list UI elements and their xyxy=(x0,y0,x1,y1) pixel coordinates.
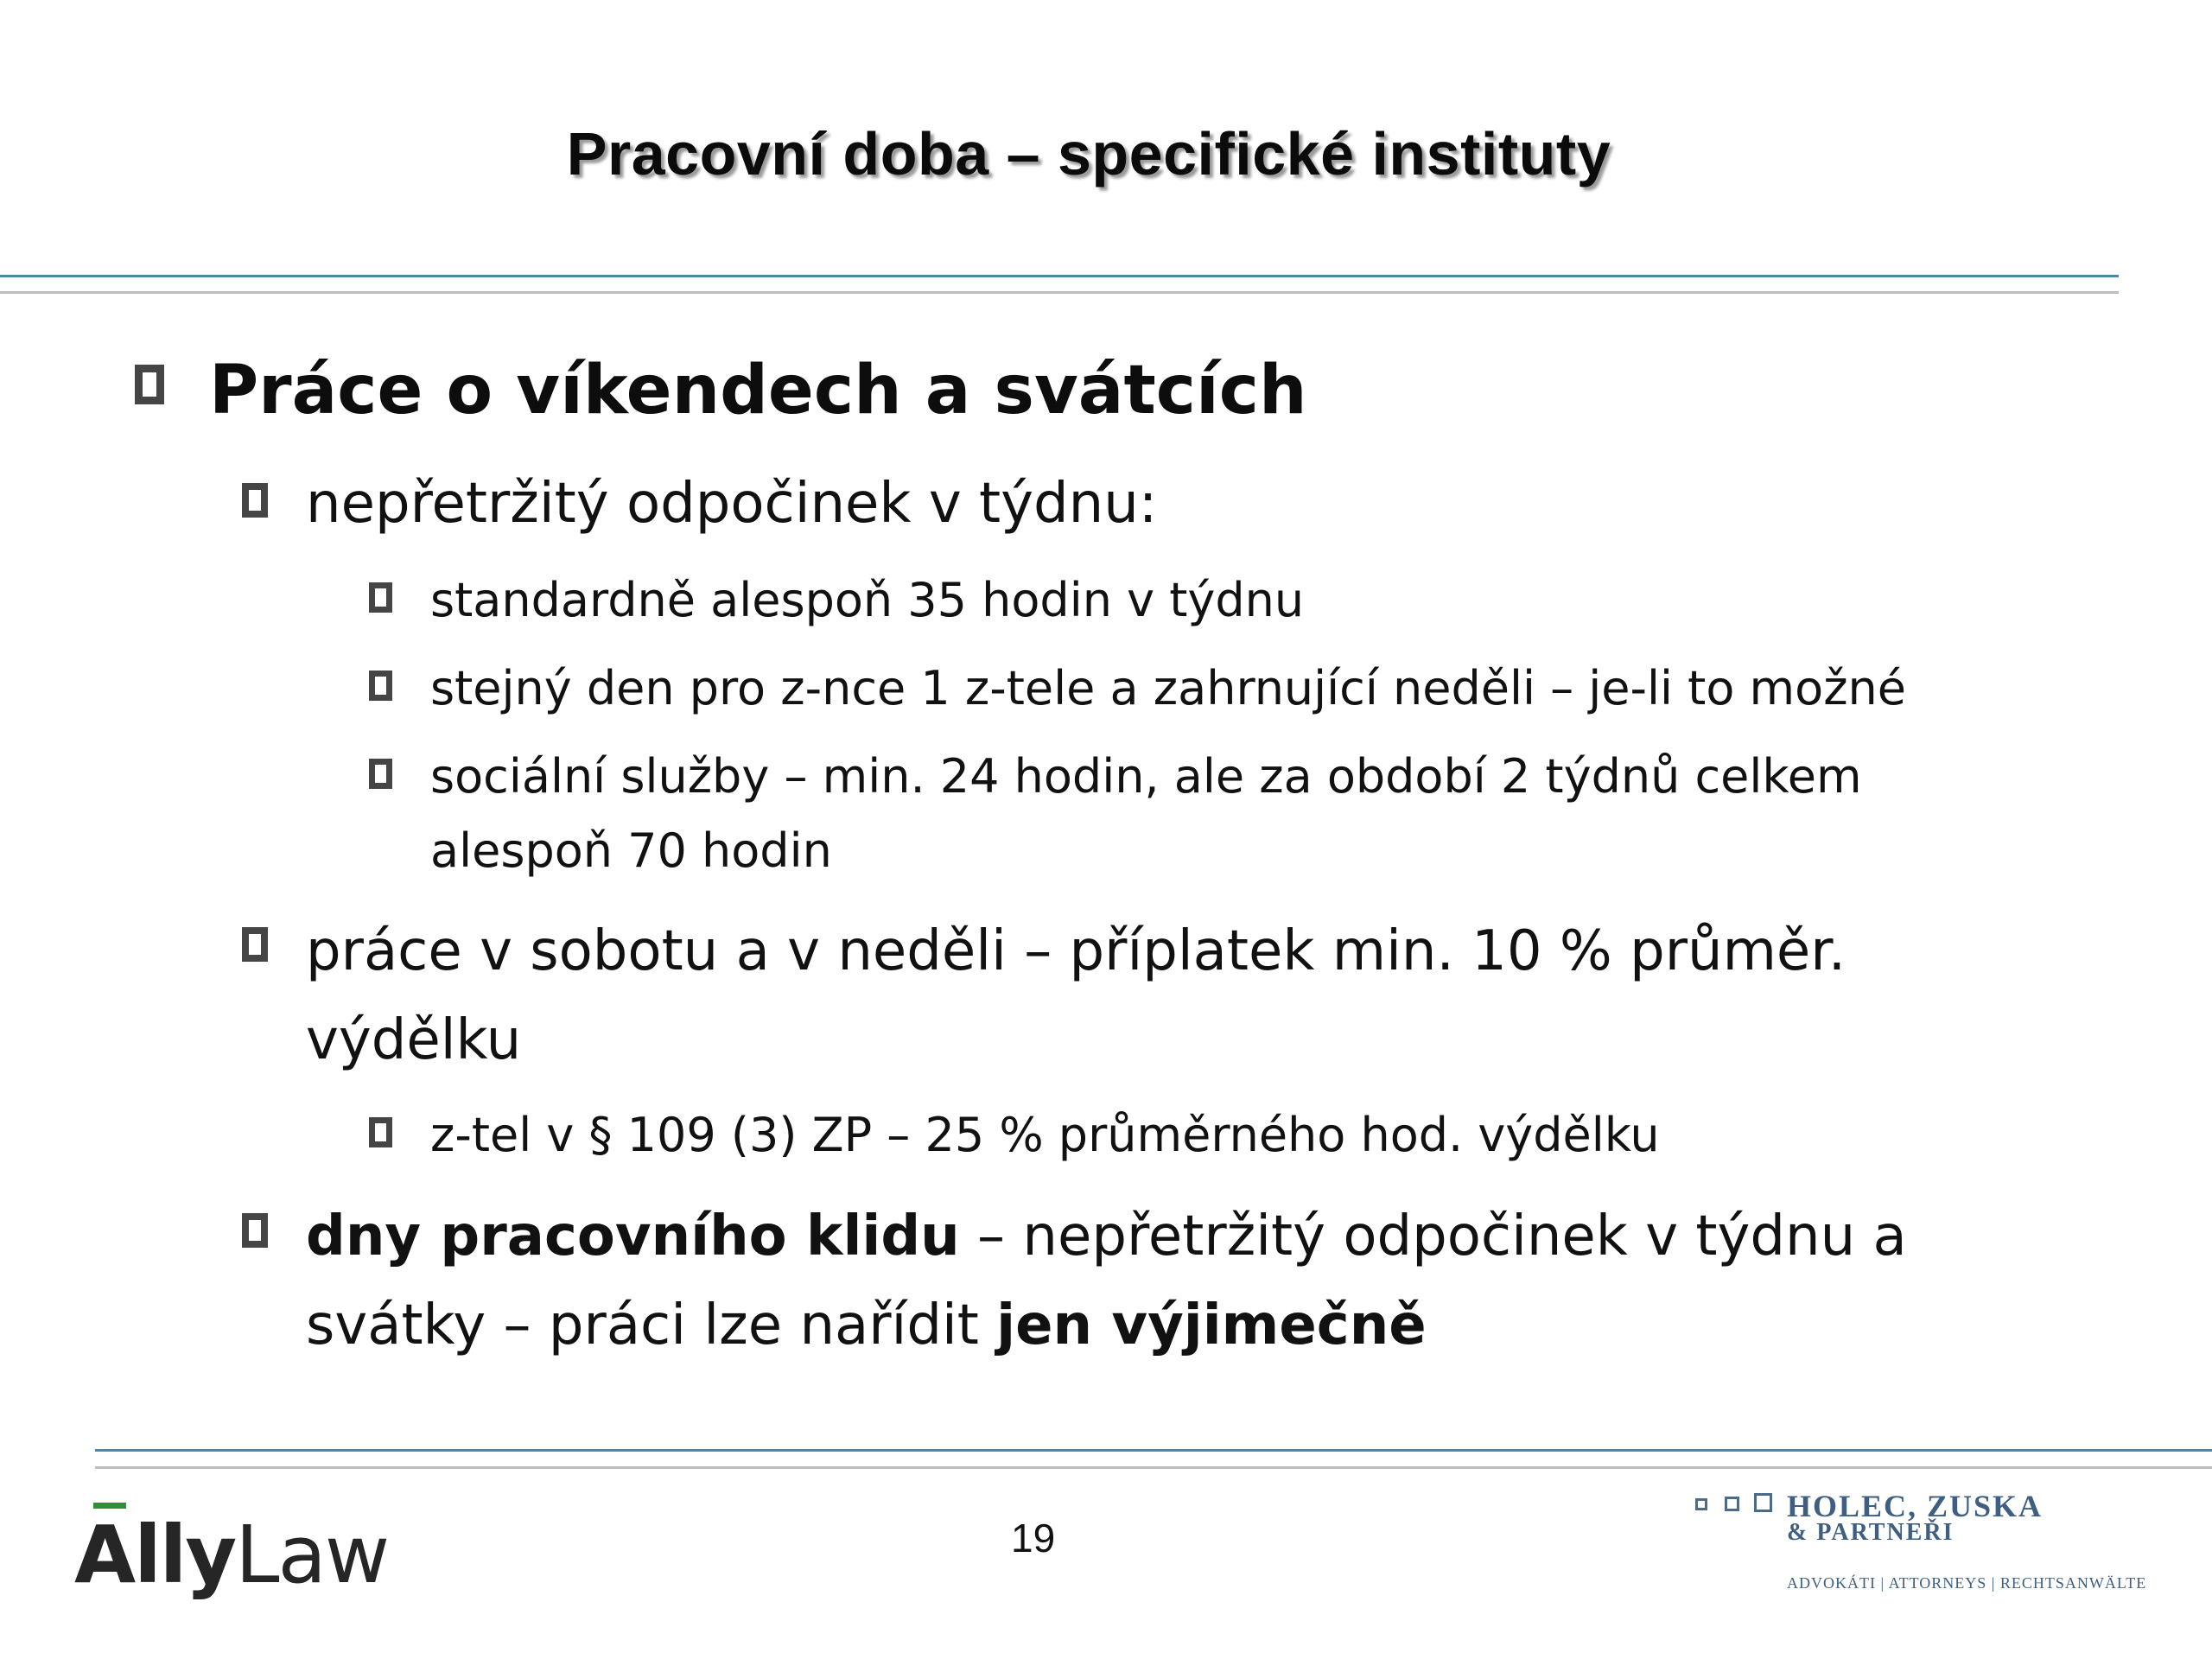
ally-law-logo xyxy=(74,1509,388,1601)
sub-item-text-cont: alespoň 70 hodin xyxy=(430,823,832,878)
square-bullet-icon xyxy=(369,582,392,613)
square-bullet-icon xyxy=(242,927,268,962)
logo-firm-name: HOLEC, ZUSKA xyxy=(1787,1489,2044,1523)
item-text-emphasis: jen výjimečně xyxy=(996,1294,1427,1357)
logo-firm-sub: & PARTNEŘI xyxy=(1787,1519,1955,1546)
square-bullet-icon xyxy=(242,1213,268,1248)
square-bullet-icon xyxy=(369,671,392,701)
item-text-bold: dny pracovního klidu xyxy=(306,1205,960,1268)
logo-square-icon xyxy=(1725,1497,1739,1511)
item-text-cont: výdělku xyxy=(306,1008,522,1072)
ally-law-accent-bar xyxy=(93,1503,126,1509)
slide-title: Pracovní doba – specifické instituty xyxy=(566,120,1611,188)
square-bullet-icon xyxy=(242,483,268,518)
square-bullet-icon xyxy=(369,1117,392,1147)
holec-zuska-logo xyxy=(1694,1486,2177,1607)
logo-tagline: ADVOKÁTI | ATTORNEYS | RECHTSANWÄLTE xyxy=(1787,1574,2147,1592)
logo-square-icon xyxy=(1695,1498,1707,1510)
item-text-plain: svátky – práci lze nařídit xyxy=(306,1294,997,1357)
item-text xyxy=(306,1192,1907,1281)
bottom-rule-blue xyxy=(95,1449,2212,1452)
sub-item-text: z-tel v § 109 (3) ZP – 25 % průměrného hod. výdělku xyxy=(430,1108,1660,1162)
logo-square-icon xyxy=(1754,1493,1772,1512)
top-rule-blue xyxy=(0,275,2119,277)
sub-item-text: stejný den pro z-nce 1 z-tele a zahrnující neděli – je-li to možné xyxy=(430,661,1906,715)
page-number: 19 xyxy=(1011,1516,1056,1560)
item-text: nepřetržitý odpočinek v týdnu: xyxy=(306,472,1158,536)
sub-item-text: sociální služby – min. 24 hodin, ale za období 2 týdnů celkem xyxy=(430,749,1862,804)
square-bullet-icon xyxy=(369,759,392,789)
square-bullet-icon xyxy=(135,365,164,404)
item-text: práce v sobotu a v neděli – příplatek min. 10 % průměr. xyxy=(306,919,1847,983)
heading-text: Práce o víkendech a svátcích xyxy=(209,352,1307,429)
sub-item-text: standardně alespoň 35 hodin v týdnu xyxy=(430,573,1305,627)
ally-logo-part2: Law xyxy=(235,1509,389,1601)
item-text-cont xyxy=(306,1281,1427,1370)
item-text-rest: – nepřetržitý odpočinek v týdnu a xyxy=(959,1205,1907,1268)
top-rule-gray xyxy=(0,291,2119,294)
bottom-rule-gray xyxy=(95,1466,2212,1469)
ally-logo-part1: Ally xyxy=(74,1509,236,1601)
